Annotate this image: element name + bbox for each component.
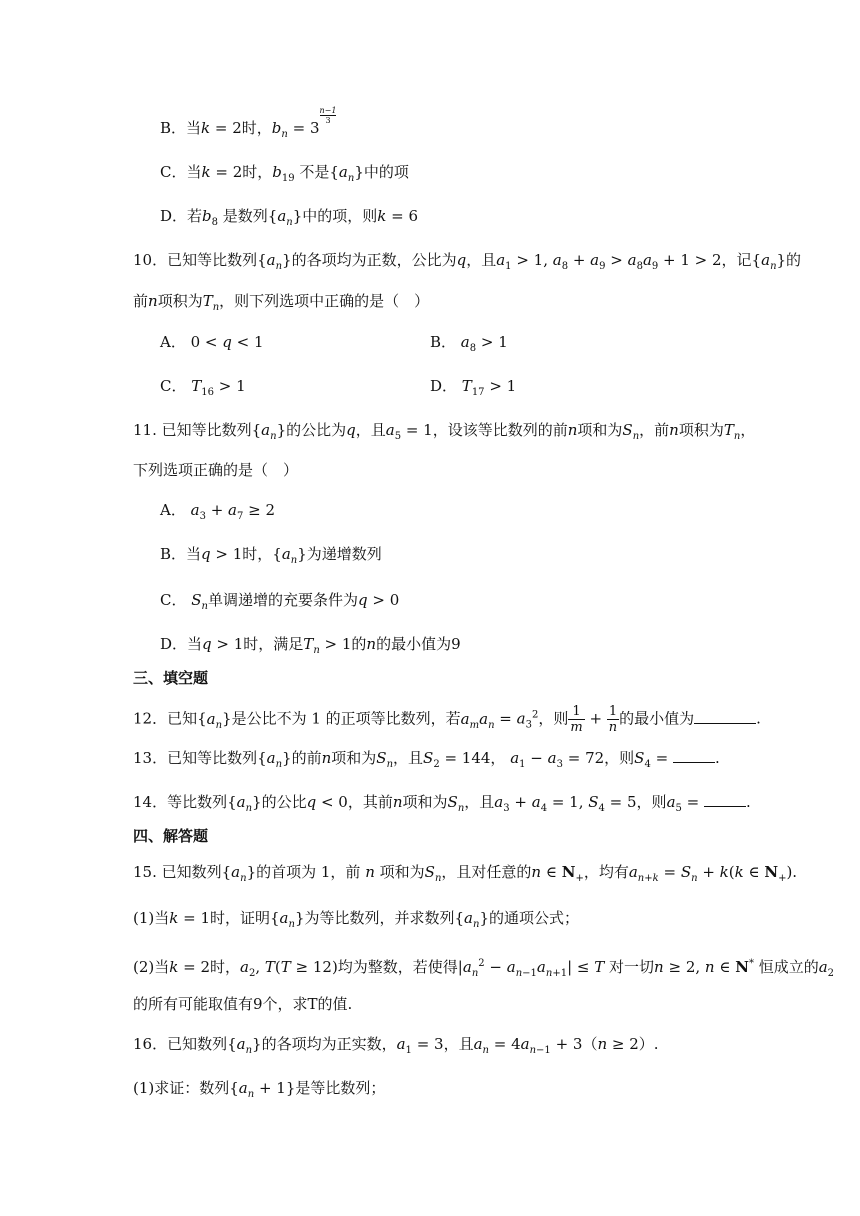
q15-part2-line2: 的所有可能取值有9个，求T的值. (133, 995, 353, 1013)
q15-stem: 15. 已知数列$\{a_n\}$的首项为 1，前 n 项和为$S_n$，且对任意的n ∈ $N_+$，均有$a_{n+k} = S_n + k(k$ ∈ $N_+$). (133, 863, 798, 884)
q12-stem: 12．已知$\{a_n\}$是公比不为 1 的正项等比数列，若$a_ma_n = a_3^2$，则 $\frac{1}{m}$ + $\frac{1}{n}$ 的最小值为 . (133, 704, 761, 735)
q10-stem-line1: 10．已知等比数列$\{a_n\}$的各项均为正数，公比为q，且$a_1 > 1$, $a_8 + a_9 > a_8a_9 + 1 > 2$，记$\{a_n\}$的 (133, 251, 802, 272)
q16-part1: (1)求证：数列$\{a_n + 1\}$是等比数列； (133, 1079, 386, 1100)
q10-option-a: A． 0 < q < 1 (160, 333, 264, 351)
q14-stem: 14．等比数列$\{a_n\}$的公比q < 0，其前n项和为$S_n$，且$a_3 + a_4 = 1$, $S_4 = 5$，则$a_5$ = . (133, 793, 751, 814)
q16-stem: 16．已知数列$\{a_n\}$的各项均为正实数，$a_1 = 3$，且$a_n = 4a_{n-1} + 3(n \ge 2)$. (133, 1035, 659, 1056)
q10-option-c: C． $T_{16} > 1$ (160, 377, 246, 398)
q11-option-b: B．当q > 1时，$\{a_n\}$为递增数列 (160, 545, 382, 566)
q9-option-b-text: B． (160, 119, 187, 137)
q10-option-b: B． $a_8 > 1$ (430, 333, 508, 354)
q10-stem-line2: 前n项积为$T_n$，则下列选项中正确的是（ ） (133, 292, 430, 313)
q9-option-c: C．当k = 2时，$b_{19}$ 不是$\{a_n\}$中的项 (160, 163, 409, 184)
q11-option-a: A． $a_3 + a_7 \ge 2$ (160, 501, 276, 522)
q11-stem-line2: 下列选项正确的是（ ） (133, 461, 299, 479)
q13-stem: 13．已知等比数列$\{a_n\}$的前n项和为$S_n$，且$S_2 = 144$， $a_1 - a_3 = 72$，则$S_4$ = . (133, 749, 720, 770)
q11-option-d: D．当q > 1时，满足$T_n > 1$的n的最小值为9 (160, 635, 461, 656)
section-fill-heading: 三、填空题 (133, 669, 209, 687)
section-solve-heading: 四、解答题 (133, 827, 209, 845)
q11-stem-line1: 11. 已知等比数列$\{a_n\}$的公比为q，且$a_5 = 1$，设该等比数列的前n项和为$S_n$，前n项积为$T_n$， (133, 421, 756, 442)
q15-part1: (1)当k = 1时，证明$\{a_n\}$为等比数列，并求数列$\{a_n\}$的通项公式； (133, 909, 579, 930)
q9-option-b: B．当k = 2时，$b_n = 3$ $\frac{n-1}{3}$ (160, 106, 337, 140)
q15-part2-line1: (2)当k = 2时，$a_2$, T(T ≥ 12)均为整数，若使得$|a_n^2 - a_{n-1}a_{n+1}| \le T$ 对一切n ≥ 2, n ∈ N* 恒成立的$a_2$ (133, 958, 835, 979)
q10-option-d: D． $T_{17} > 1$ (430, 377, 517, 398)
q11-option-c: C． $S_n$单调递增的充要条件为q > 0 (160, 591, 400, 612)
q9-option-d: D．若$b_8$ 是数列$\{a_n\}$中的项，则k = 6 (160, 207, 419, 228)
